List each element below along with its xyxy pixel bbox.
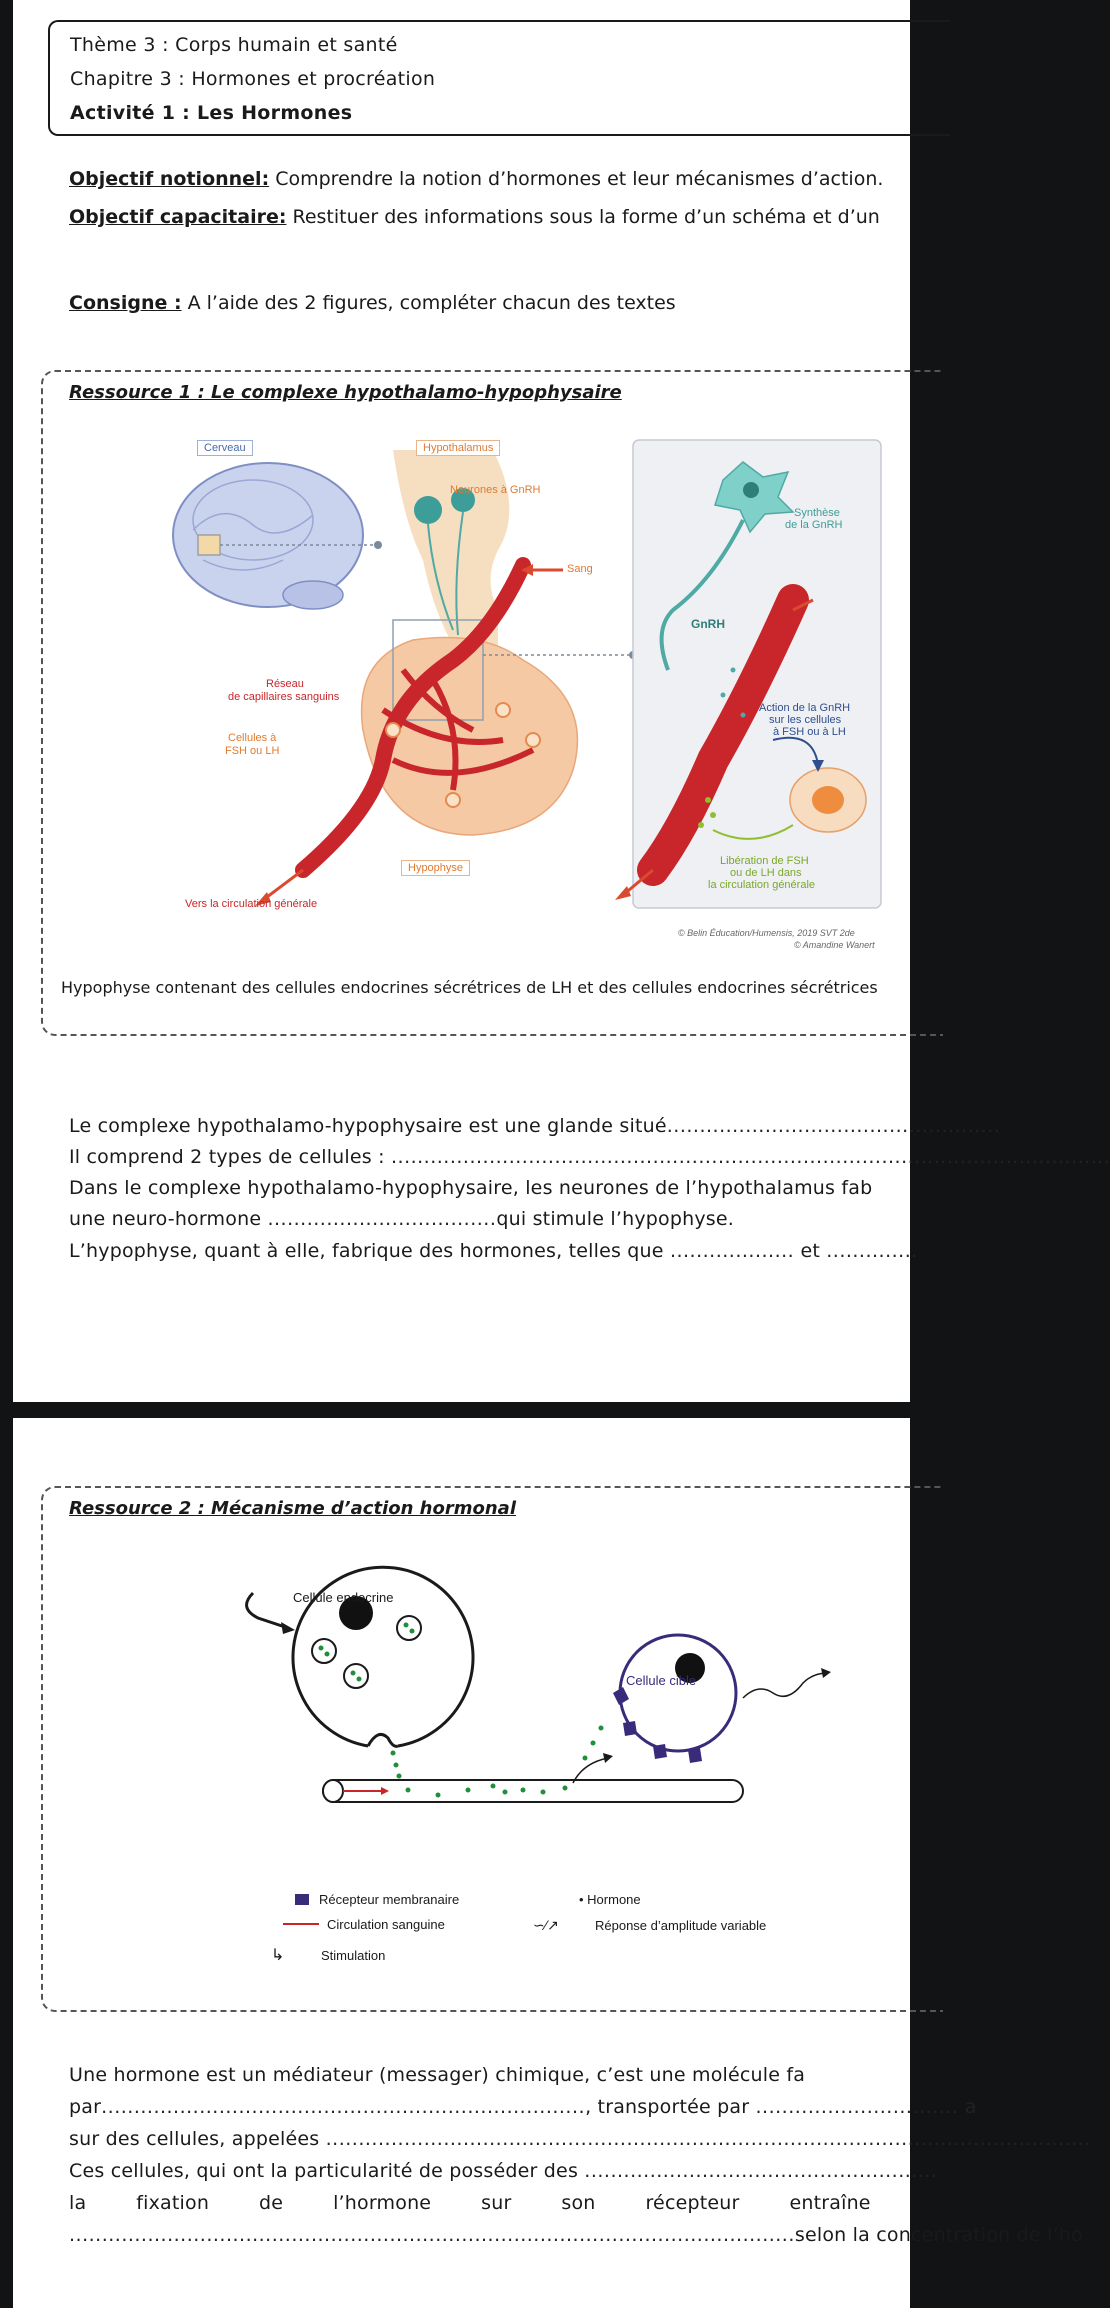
label-neurones-gnrh: Neurones à GnRH [450,484,541,496]
target-cell [613,1635,736,1763]
credit-author: © Amandine Wanert [794,940,875,950]
texte2-line-6 [69,2224,1083,2246]
label-reseau-2: de capillaires sanguins [228,691,340,703]
objectif-capacitaire-label: Objectif capacitaire: [69,206,287,228]
texte1-line-1 [69,1115,1000,1137]
label-gnrh: GnRH [691,617,725,631]
label-reseau-1: Réseau [266,678,304,690]
texte1-l2-text: Il comprend 2 types de cellules : [69,1146,391,1168]
label-vers-circulation: Vers la circulation générale [185,898,318,910]
consigne [69,292,676,314]
legend-recepteur [295,1892,459,1907]
ressource-1-caption: Hypophyse contenant des cellules endocrines sécrétrices de LH et des cellules endocrines sécrétrices [61,978,878,997]
blank-field[interactable]: ............................... a [755,2096,977,2118]
texte2-l2-text: par [69,2096,102,2118]
activity-line: Activité 1 : Les Hormones [70,102,353,124]
texte1-l4-end: qui stimule l’hypophyse. [496,1208,735,1230]
texte2-line-5: la fixation de l’hormone sur son récepteur entraîne [69,2192,871,2214]
legend-circulation-label: Circulation sanguine [327,1917,445,1932]
texte1-l5-mid: et [794,1240,827,1262]
label-synthese-1: Synthèse [794,507,840,519]
label-cellule-cible: Cellule cible [626,1673,697,1688]
texte2-line-2 [69,2096,977,2118]
texte1-line-4 [69,1208,734,1230]
blank-field[interactable]: .......................................................................... [101,2096,586,2118]
legend-reponse-label: Réponse d’amplitude variable [595,1918,767,1933]
detail-panel [615,440,881,908]
blank-field[interactable]: ..................................................................................................................... [325,2128,1091,2150]
texte1-l5-text: L’hypophyse, quant à elle, fabrique des hormones, telles que [69,1240,670,1262]
label-cellule-endocrine: Cellule endocrine [293,1590,394,1605]
texte2-l4-text: Ces cellules, qui ont la particularité de posséder des [69,2160,585,2182]
label-synthese-2: de la GnRH [785,519,843,531]
texte2-line-4 [69,2160,937,2182]
texte1-l1-text: Le complexe hypothalamo-hypophysaire est une glande situé [69,1115,667,1137]
texte1-l4-text: une neuro-hormone [69,1208,268,1230]
blood-vessel [323,1780,743,1802]
label-action-2: sur les cellules [769,714,842,726]
texte2-l2-mid: , transportée par [585,2096,756,2118]
blank-field[interactable]: ................................................... [666,1115,1001,1137]
legend-circulation [283,1917,445,1932]
legend-reponse [533,1917,766,1934]
label-hypophyse: Hypophyse [401,860,470,876]
ressource-2-title: Ressource 2 : Mécanisme d’action hormonal [69,1498,516,1519]
legend-stimulation-label: Stimulation [321,1948,386,1963]
worksheet-page-2 [13,1418,1091,2308]
blank-field[interactable]: .............. [826,1240,918,1262]
worksheet-page-1 [13,0,1110,1402]
label-cerveau: Cerveau [197,440,253,456]
texte1-line-5 [69,1240,918,1262]
blank-field[interactable]: .............................................................................................................. [390,1146,1110,1168]
objectif-capacitaire [69,206,880,228]
chapter-line: Chapitre 3 : Hormones et procréation [70,68,436,90]
consigne-text: A l’aide des 2 figures, compléter chacun des textes [181,292,676,314]
legend-stimulation [271,1945,385,1965]
label-action-1: Action de la GnRH [759,702,851,714]
header-box [48,20,950,136]
label-liberation-1: Libération de FSH [720,855,809,867]
texte1-line-3: Dans le complexe hypothalamo-hypophysaire, les neurones de l’hypothalamus fab [69,1177,873,1199]
texte2-l6-end: selon la concentration de l’ho [794,2224,1083,2246]
label-cellules-2: FSH ou LH [225,745,280,757]
legend-recepteur-label: Récepteur membranaire [319,1892,460,1907]
objectif-notionnel-text: Comprendre la notion d’hormones et leur mécanismes d’action. [269,168,884,190]
response-wave-icon: ∽⁄↗ [533,1917,559,1933]
receptor-swatch-icon [295,1894,309,1905]
theme-line: Thème 3 : Corps humain et santé [70,34,398,56]
texte2-l3-text: sur des cellules, appelées [69,2128,326,2150]
blank-field[interactable]: ............................................................................................................... [69,2224,795,2246]
objectif-notionnel-label: Objectif notionnel: [69,168,270,190]
blank-field[interactable]: ................... [669,1240,795,1262]
stimulation-arrow-icon: ↳ [271,1947,285,1964]
blank-field[interactable]: ................................... [267,1208,497,1230]
objectif-capacitaire-text: Restituer des informations sous la forme d’un schéma et d’un [286,206,880,228]
ressource-1-title: Ressource 1 : Le complexe hypothalamo-hypophysaire [69,382,622,403]
label-action-3: à FSH ou à LH [773,726,846,738]
consigne-label: Consigne : [69,292,182,314]
texte2-line-3 [69,2128,1091,2150]
objectif-notionnel [69,168,883,190]
texte1-line-2 [69,1146,1110,1168]
label-hypothalamus: Hypothalamus [416,440,500,456]
texte2-line-1: Une hormone est un médiateur (messager) chimique, c’est une molécule fa [69,2064,806,2086]
legend-hormone: • Hormone [579,1892,641,1907]
label-cellules-1: Cellules à [228,732,277,744]
blank-field[interactable]: ...................................................... [584,2160,938,2182]
label-liberation-3: la circulation générale [708,879,816,891]
brain-illustration [173,463,363,609]
label-sang: Sang [567,563,593,575]
label-liberation-2: ou de LH dans [730,867,802,879]
credit-belin: © Belin Éducation/Humensis, 2019 SVT 2de [678,928,855,938]
blood-flow-arrow-icon [283,1923,319,1925]
